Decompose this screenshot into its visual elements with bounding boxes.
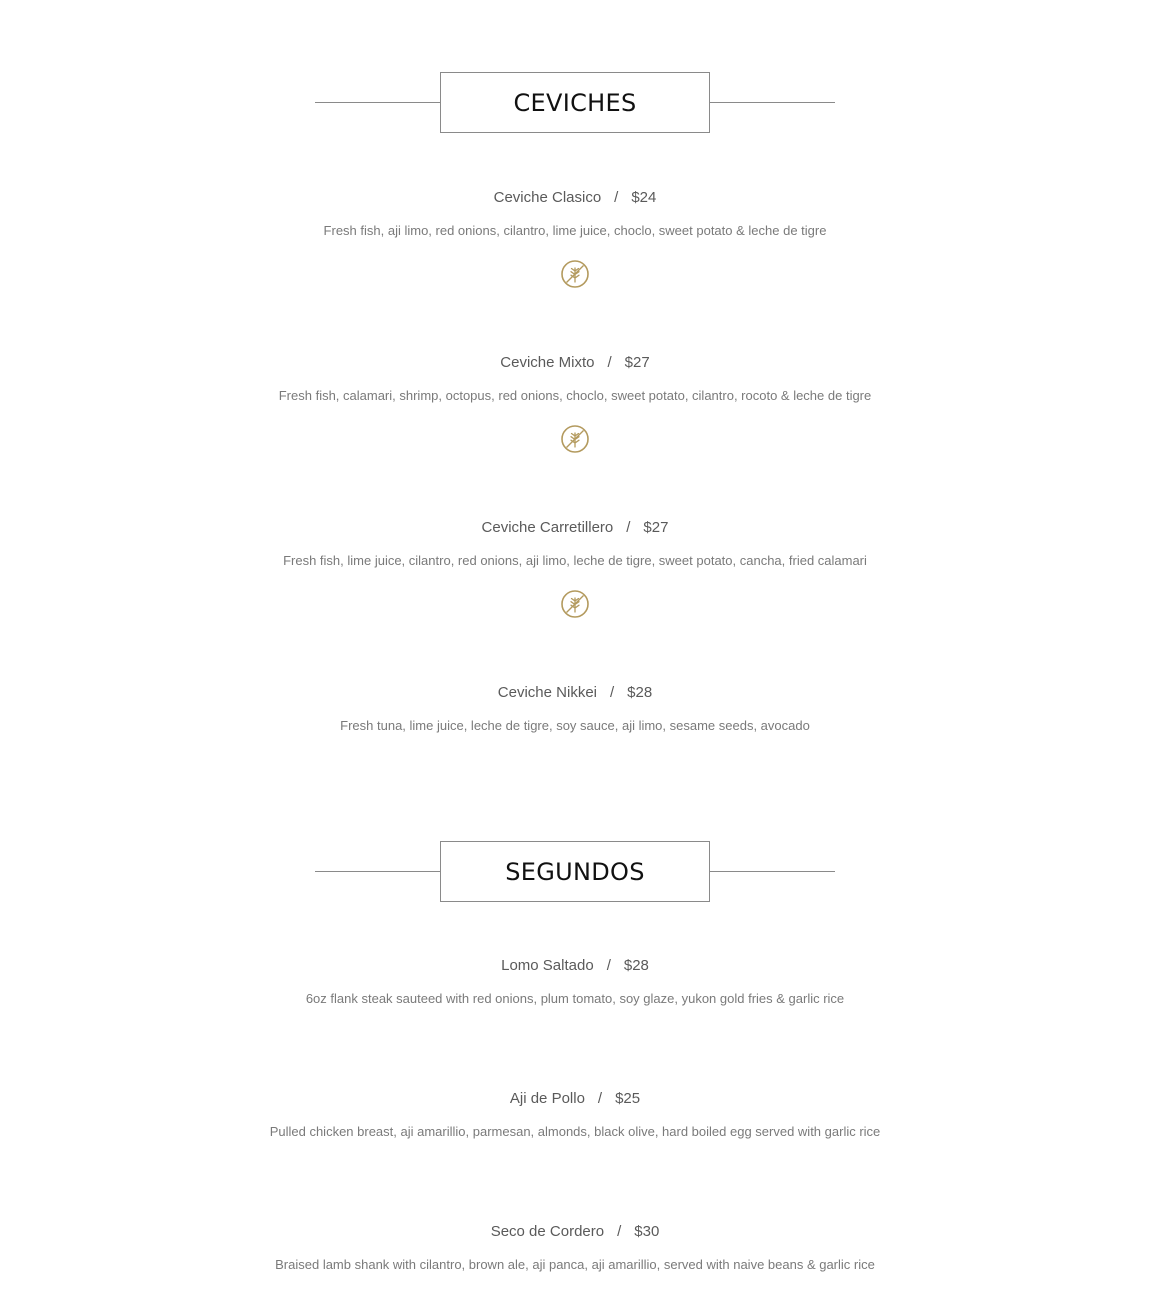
menu-item [0,188,1150,240]
menu-item [0,1089,1150,1141]
item-name: Ceviche Mixto [500,354,595,371]
item-name: Aji de Pollo [509,1090,585,1107]
item-price: $30 [634,1223,660,1240]
item-description: Pulled chicken breast, aji amarillio, parmesan, almonds, black olive, hard boiled egg served with garlic rice [269,1124,881,1139]
item-description: Fresh tuna, lime juice, leche de tigre, soy sauce, aji limo, sesame seeds, avocado [340,718,810,733]
item-price: $25 [615,1090,641,1107]
item-title-line [0,518,1150,538]
item-separator: / [607,354,612,371]
section-title: SEGUNDOS [505,857,645,886]
section-title: CEVICHES [513,88,637,117]
item-price: $27 [643,519,669,536]
item-price: $27 [624,354,650,371]
item-description: 6oz flank steak sauteed with red onions, plum tomato, soy glaze, yukon gold fries & garlic rice [305,991,845,1006]
menu-item [0,1222,1150,1274]
item-title-line [0,353,1150,373]
item-name: Ceviche Nikkei [497,684,597,701]
item-name: Ceviche Clasico [493,189,602,206]
item-separator: / [626,519,631,536]
section-title-box [440,841,710,902]
section-header-segundos [0,841,1150,902]
item-price: $24 [631,189,657,206]
section-title-box [440,72,710,133]
item-description: Braised lamb shank with cilantro, brown ale, aji panca, aji amarillio, served with naive beans & garlic rice [275,1257,875,1272]
item-name: Seco de Cordero [490,1223,605,1240]
item-separator: / [610,684,615,701]
gluten-free-wheat-icon [560,424,590,454]
divider-left [315,102,440,103]
gluten-free-wheat-icon [560,259,590,289]
item-separator: / [606,957,611,974]
item-price: $28 [627,684,653,701]
menu-item [0,956,1150,1008]
item-title-line [0,1222,1150,1242]
item-separator: / [614,189,619,206]
item-title-line [0,956,1150,976]
menu-item [0,683,1150,735]
divider-left [315,871,440,872]
item-title-line [0,188,1150,208]
item-name: Ceviche Carretillero [481,519,614,536]
item-price: $28 [623,957,649,974]
item-name: Lomo Saltado [501,957,594,974]
item-separator: / [597,1090,603,1107]
section-header-ceviches [0,72,1150,133]
gluten-free-wheat-icon [560,589,590,619]
item-title-line [0,683,1150,703]
menu-item [0,353,1150,405]
item-separator: / [617,1223,622,1240]
item-title-line [0,1089,1150,1109]
divider-right [710,871,835,872]
item-description: Fresh fish, calamari, shrimp, octopus, red onions, choclo, sweet potato, cilantro, rocoto & leche de tigre [278,388,872,403]
divider-right [710,102,835,103]
menu-item [0,518,1150,570]
item-description: Fresh fish, aji limo, red onions, cilantro, lime juice, choclo, sweet potato & leche de tigre [323,223,827,238]
item-description: Fresh fish, lime juice, cilantro, red onions, aji limo, leche de tigre, sweet potato, cancha, fried calamari [283,553,867,568]
